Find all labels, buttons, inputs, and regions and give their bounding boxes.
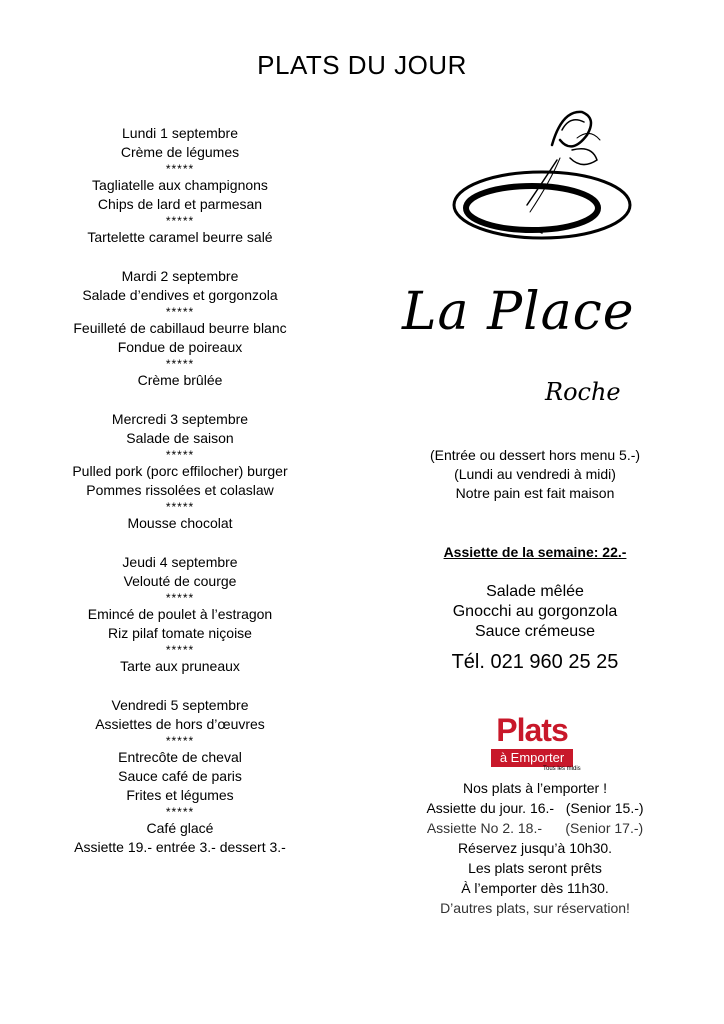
info-line: (Entrée ou dessert hors menu 5.-)	[429, 447, 641, 463]
dish: Café glacé	[146, 820, 214, 836]
dish: Salade d’endives et gorgonzola	[82, 287, 278, 303]
dish: Tagliatelle aux champignons	[92, 177, 268, 193]
separator: *****	[165, 305, 195, 319]
separator: *****	[165, 591, 195, 605]
page-title: PLATS DU JOUR	[257, 50, 467, 80]
dish: Emincé de poulet à l’estragon	[87, 606, 273, 622]
menu-info	[380, 446, 690, 503]
dish: Fondue de poireaux	[117, 339, 243, 355]
week-plate-title: Assiette de la semaine: 22.-	[443, 544, 627, 560]
dish: Pulled pork (porc effilocher) burger	[72, 463, 288, 479]
menu-day-wednesday	[60, 410, 300, 533]
separator: *****	[165, 214, 195, 228]
day-heading: Mercredi 3 septembre	[111, 411, 249, 427]
daily-menu	[60, 124, 300, 877]
phone-number: Tél. 021 960 25 25	[451, 651, 619, 673]
day-heading: Lundi 1 septembre	[122, 125, 238, 141]
dish: Salade de saison	[126, 430, 234, 446]
separator: *****	[165, 500, 195, 514]
dish: Riz pilaf tomate niçoise	[108, 625, 252, 641]
takeaway-info	[400, 778, 670, 918]
week-plate-items	[380, 582, 690, 642]
separator: *****	[165, 448, 195, 462]
dish: Entrecôte de cheval	[118, 749, 242, 765]
brand-subtitle: Roche	[545, 378, 621, 406]
takeaway-line: D’autres plats, sur réservation!	[440, 900, 630, 916]
week-dish: Salade mêlée	[486, 583, 584, 600]
dish: Sauce café de paris	[118, 768, 242, 784]
price-line: Assiette 19.- entrée 3.- dessert 3.-	[74, 839, 286, 855]
separator: *****	[165, 162, 195, 176]
dish: Assiettes de hors d’œuvres	[95, 716, 265, 732]
dish: Velouté de courge	[123, 573, 237, 589]
dish: Chips de lard et parmesan	[97, 196, 263, 212]
separator: *****	[165, 357, 195, 371]
dish: Pommes rissolées et colaslaw	[86, 482, 274, 498]
takeaway-logo	[491, 712, 581, 774]
dish: Crème brûlée	[137, 372, 223, 388]
separator: *****	[165, 805, 195, 819]
dish: Frites et légumes	[126, 787, 234, 803]
dish: Feuilleté de cabillaud beurre blanc	[73, 320, 287, 336]
takeaway-line: Les plats seront prêts	[468, 860, 602, 876]
takeaway-logo-band: à Emporter	[491, 749, 573, 767]
day-heading: Jeudi 4 septembre	[122, 554, 238, 570]
dish: Tartelette caramel beurre salé	[87, 229, 273, 245]
week-dish: Sauce crémeuse	[474, 623, 596, 640]
dish: Mousse chocolat	[127, 515, 233, 531]
takeaway-price-line: Assiette No 2. 18.- (Senior 17.-)	[426, 820, 644, 836]
menu-day-thursday	[60, 553, 300, 676]
menu-day-monday	[60, 124, 300, 247]
separator: *****	[165, 734, 195, 748]
takeaway-price-line: Assiette du jour. 16.- (Senior 15.-)	[426, 800, 644, 816]
brand-name: La Place	[402, 282, 635, 342]
takeaway-logo-word: Plats	[496, 712, 568, 748]
dish: Tarte aux pruneaux	[120, 658, 240, 674]
day-heading: Mardi 2 septembre	[121, 268, 239, 284]
menu-day-friday	[60, 696, 300, 857]
takeaway-line: Réservez jusqu’à 10h30.	[457, 840, 613, 856]
takeaway-logo-tag: Tous les midis	[543, 766, 581, 772]
info-line: Notre pain est fait maison	[455, 485, 615, 501]
day-heading: Vendredi 5 septembre	[111, 697, 249, 713]
week-dish: Gnocchi au gorgonzola	[452, 603, 618, 620]
info-line: (Lundi au vendredi à midi)	[454, 466, 616, 482]
separator: *****	[165, 643, 195, 657]
takeaway-line: Nos plats à l’emporter !	[463, 780, 607, 796]
dish: Crème de légumes	[120, 144, 240, 160]
takeaway-line: À l’emporter dès 11h30.	[461, 880, 609, 896]
plate-logo-art	[432, 100, 632, 250]
menu-day-tuesday	[60, 267, 300, 390]
